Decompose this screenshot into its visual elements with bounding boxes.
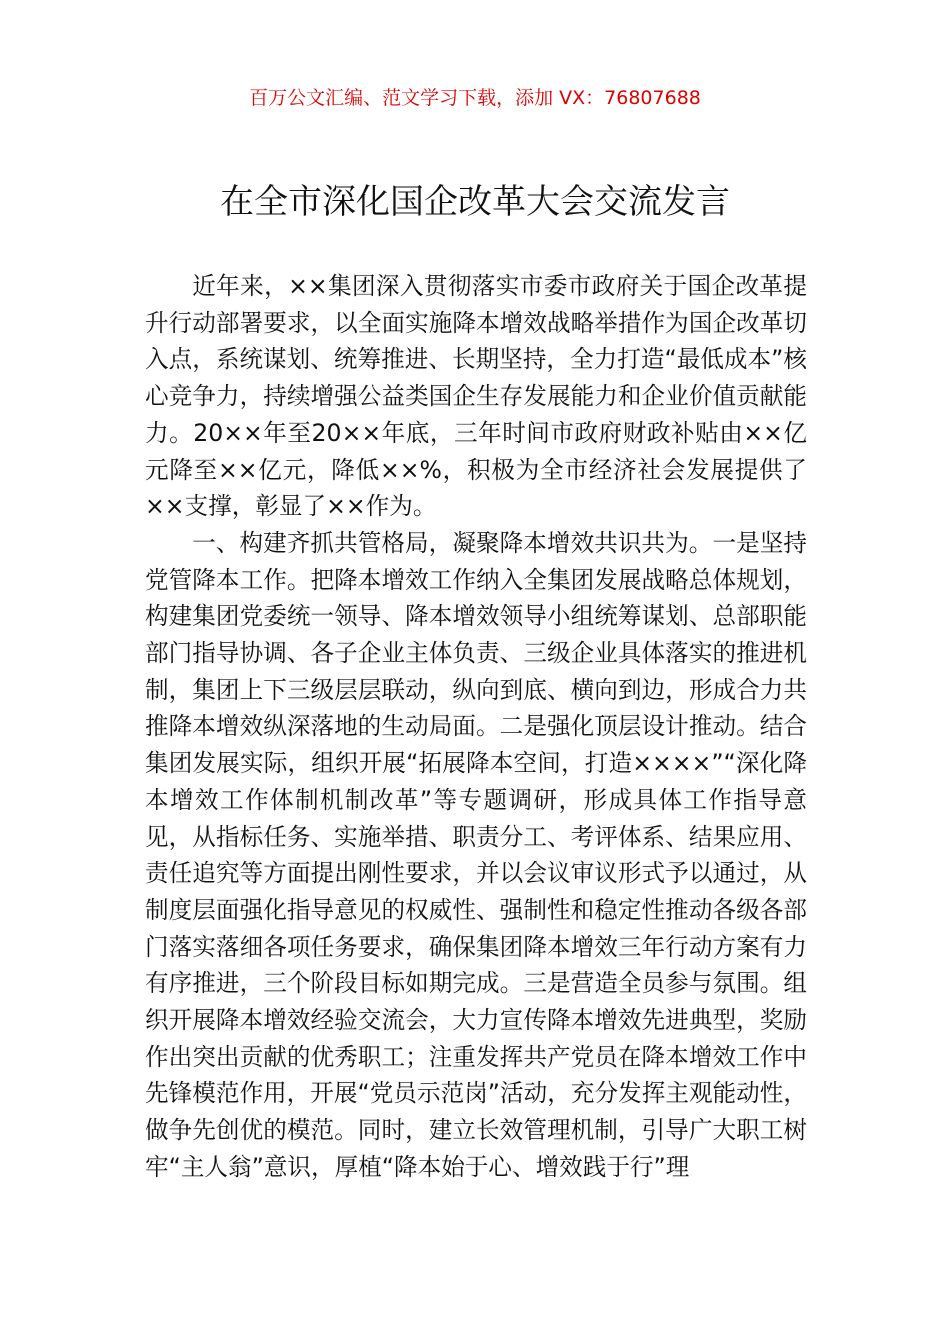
page-title: 在全市深化国企改革大会交流发言 — [220, 182, 730, 222]
paragraph-intro: 近年来，××集团深入贯彻落实市委市政府关于国企改革提升行动部署要求，以全面实施降本增效战略举措作为国企改革切入点，系统谋划、统筹推进、长期坚持，全力打造“最低成本”核心竞争力，持续增强公益类国企生存发展能力和企业价值贡献能力。20××年至20××年底，三年时间市政府财政补贴由××亿元降至××亿元，降低××%，积极为全市经济社会发展提供了××支撑，彰显了××作为。 — [145, 272, 808, 521]
document-body — [145, 268, 807, 1186]
paragraph-section-one: 一、构建齐抓共管格局，凝聚降本增效共识共为。一是坚持党管降本工作。把降本增效工作纳入全集团发展战略总体规划，构建集团党委统一领导、降本增效领导小组统筹谋划、总部职能部门指导协调、各子企业主体负责、三级企业具体落实的推进机制，集团上下三级层层联动，纵向到底、横向到边，形成合力共推降本增效纵深落地的生动局面。二是强化顶层设计推动。结合集团发展实际，组织开展“拓展降本空间，打造××××”“深化降本增效工作体制机制改革”等专题调研，形成具体工作指导意见，从指标任务、实施举措、职责分工、考评体系、结果应用、责任追究等方面提出刚性要求，并以会议审议形式予以通过，从制度层面强化指导意见的权威性、强制性和稳定性推动各级各部门落实落细各项任务要求，确保集团降本增效三年行动方案有力有序推进，三个阶段目标如期完成。三是营造全员参与氛围。组织开展降本增效经验交流会，大力宣传降本增效先进典型，奖励作出突出贡献的优秀职工；注重发挥共产党员在降本增效工作中先锋模范作用，开展“党员示范岗”活动，充分发挥主观能动性，做争先创优的模范。同时，建立长效管理机制，引导广大职工树牢“主人翁”意识，厚植“降本始于心、增效践于行”理 — [145, 528, 807, 1181]
header-note: 百万公文汇编、范文学习下载，添加 VX：76807688 — [249, 87, 701, 109]
